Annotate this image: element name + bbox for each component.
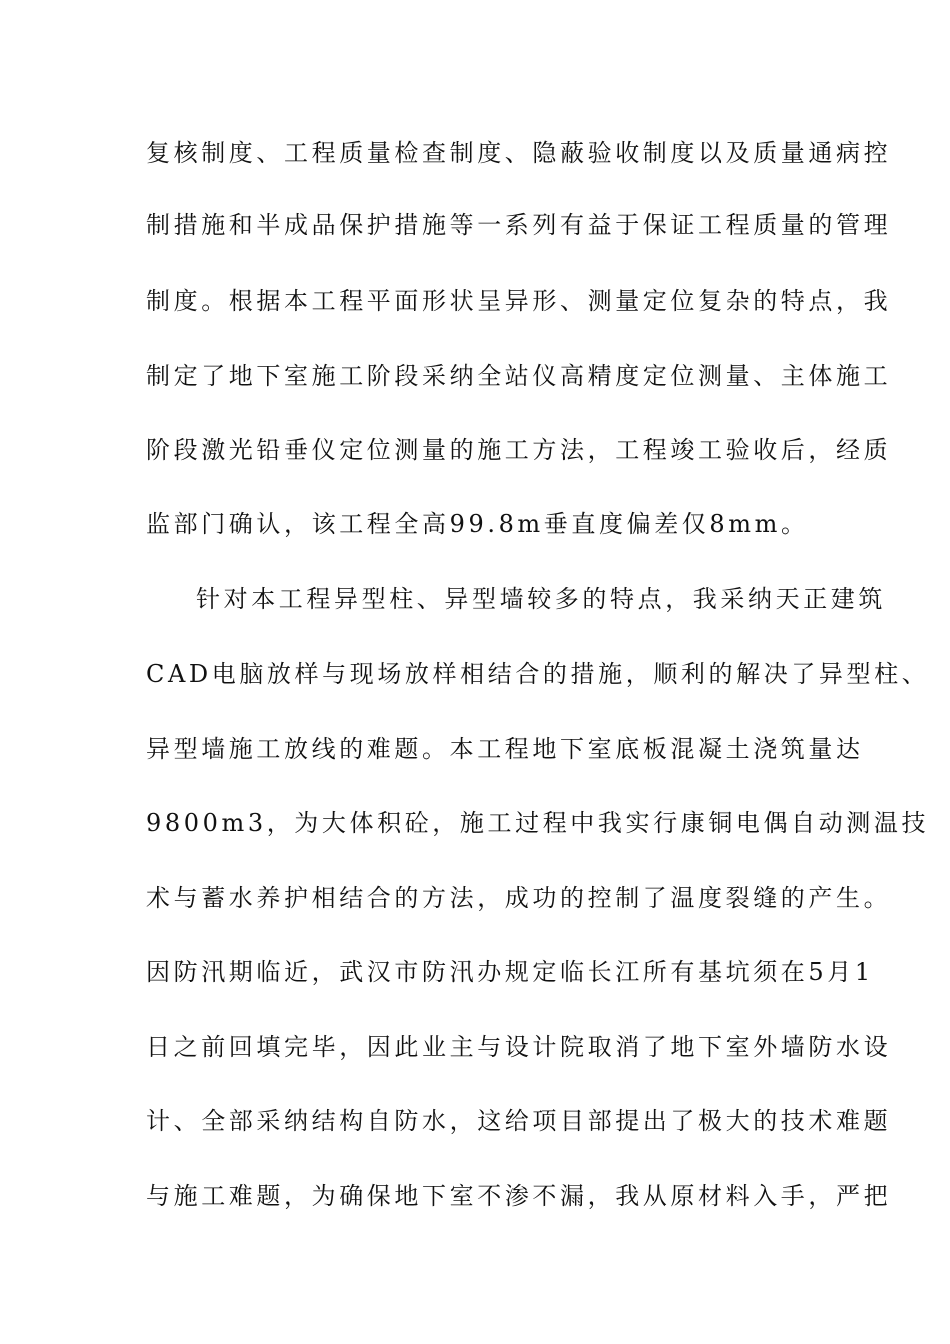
text-line: 阶段激光铅垂仪定位测量的施工方法，工程竣工验收后，经质 <box>146 436 892 464</box>
text-line: 日之前回填完毕，因此业主与设计院取消了地下室外墙防水设 <box>146 1033 892 1061</box>
text-line: 与施工难题，为确保地下室不渗不漏，我从原材料入手，严把 <box>146 1182 892 1210</box>
text-line: 因防汛期临近，武汉市防汛办规定临长江所有基坑须在5月1 <box>146 958 874 986</box>
text-line: 制度。根据本工程平面形状呈异形、测量定位复杂的特点，我 <box>146 287 892 315</box>
text-line: CAD电脑放样与现场放样相结合的措施，顺利的解决了异型柱、 <box>146 660 930 688</box>
text-line: 制定了地下室施工阶段采纳全站仪高精度定位测量、主体施工 <box>146 362 892 390</box>
text-line: 9800m3，为大体积砼，施工过程中我实行康铜电偶自动测温技 <box>146 809 930 837</box>
text-line: 监部门确认，该工程全高99.8m垂直度偏差仅8mm。 <box>146 510 809 538</box>
text-line: 异型墙施工放线的难题。本工程地下室底板混凝土浇筑量达 <box>146 735 864 763</box>
text-line: 制措施和半成品保护措施等一系列有益于保证工程质量的管理 <box>146 211 892 239</box>
paragraph-first-line: 针对本工程异型柱、异型墙较多的特点，我采纳天正建筑 <box>196 585 886 613</box>
text-line: 计、全部采纳结构自防水，这给项目部提出了极大的技术难题 <box>146 1107 892 1135</box>
text-line: 术与蓄水养护相结合的方法，成功的控制了温度裂缝的产生。 <box>146 884 892 912</box>
text-line: 复核制度、工程质量检查制度、隐蔽验收制度以及质量通病控 <box>146 139 892 167</box>
